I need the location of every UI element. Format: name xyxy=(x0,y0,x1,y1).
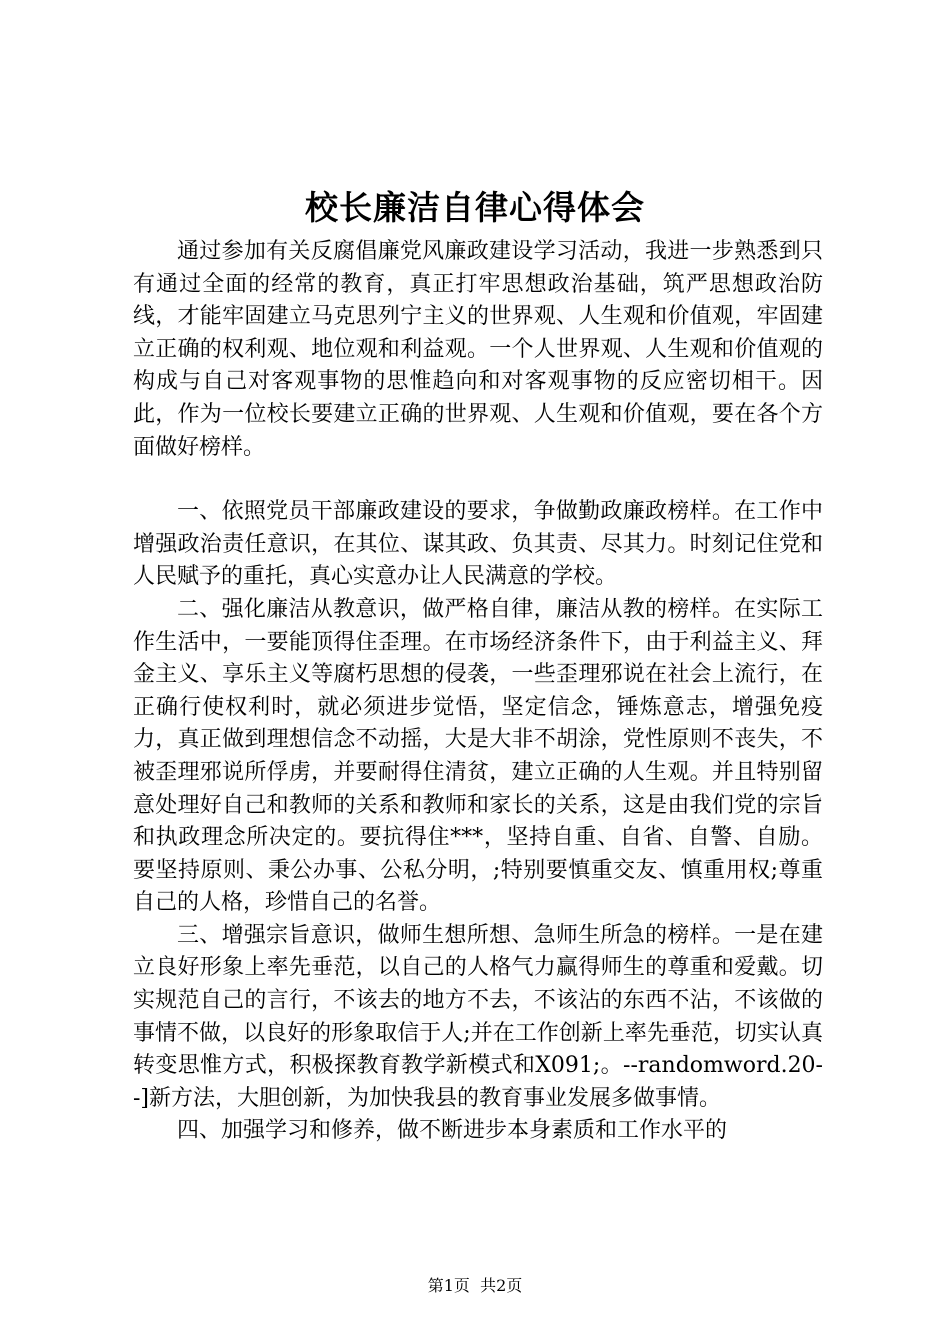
paragraph-section-2: 二、强化廉洁从教意识，做严格自律，廉洁从教的榜样。在实际工作生活中，一要能顶得住歪理。在市场经济条件下，由于利益主义、拜金主义、享乐主义等腐朽思想的侵袭，一些歪理邪说在社会上流行，在正确行使权利时，就必须进步觉悟，坚定信念，锤炼意志，增强免疫力，真正做到理想信念不动摇，大是大非不胡涂，党性原则不丧失，不被歪理邪说所俘虏，并要耐得住清贫，建立正确的人生观。并且特别留意处理好自己和教师的关系和教师和家长的关系，这是由我们党的宗旨和执政理念所决定的。要抗得住***，坚持自重、自省、自警、自励。要坚持原则、秉公办事、公私分明，;特别要慎重交友、慎重用权;尊重自己的人格，珍惜自己的名誉。 xyxy=(133,596,823,916)
page-number: 第1页 xyxy=(427,1276,470,1295)
page-footer xyxy=(0,1276,950,1296)
paragraph-section-3: 三、增强宗旨意识，做师生想所想、急师生所急的榜样。一是在建立良好形象上率先垂范，以自己的人格气力赢得师生的尊重和爱戴。切实规范自己的言行，不该去的地方不去，不该沾的东西不沾，不该做的事情不做，以良好的形象取信于人;并在工作创新上率先垂范，切实认真转变思惟方式，积极探教育教学新模式和X091;。--randomword.20--]新方法，大胆创新，为加快我县的教育事业发展多做事情。 xyxy=(133,922,823,1111)
paragraph-section-1: 一、依照党员干部廉政建设的要求，争做勤政廉政榜样。在工作中增强政治责任意识，在其位、谋其政、负其责、尽其力。时刻记住党和人民赋予的重托，真心实意办让人民满意的学校。 xyxy=(133,499,823,590)
document-body xyxy=(133,236,823,1148)
document-title: 校长廉洁自律心得体会 xyxy=(305,188,645,227)
paragraph-intro: 通过参加有关反腐倡廉党风廉政建设学习活动，我进一步熟悉到只有通过全面的经常的教育，真正打牢思想政治基础，筑严思想政治防线，才能牢固建立马克思列宁主义的世界观、人生观和价值观，牢固建立正确的权利观、地位观和利益观。一个人世界观、人生观和价值观的构成与自己对客观事物的思惟趋向和对客观事物的反应密切相干。因此，作为一位校长要建立正确的世界观、人生观和价值观，要在各个方面做好榜样。 xyxy=(133,239,823,460)
paragraph-section-4: 四、加强学习和修养，做不断进步本身素质和工作水平的 xyxy=(177,1118,728,1144)
page-total: 共2页 xyxy=(480,1276,523,1295)
